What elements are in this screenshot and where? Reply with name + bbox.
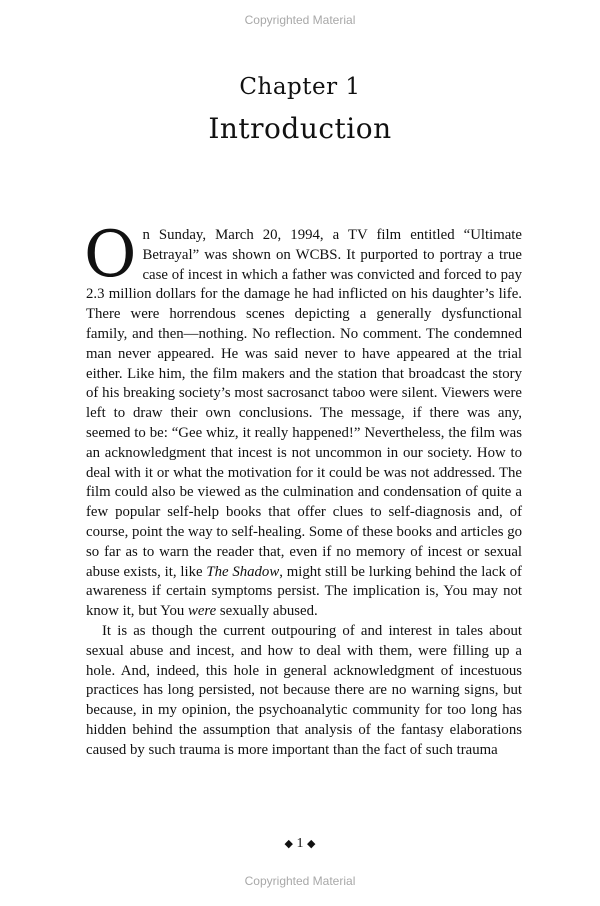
page-number-footer — [0, 836, 600, 852]
diamond-ornament-icon: ◆ — [284, 838, 293, 850]
copyright-watermark-top: Copyrighted Material — [244, 13, 356, 27]
paragraph-2: It is as though the current outpouring of and interest in tales about sexual abuse and incest, and how to deal with them, were filling up a hole. And, indeed, this hole in general acknowledgment of incestuous practices has long persisted, not because there are no warning signs, but because, in my opinion, the psychoanalytic community for too long has hidden behind the assumption that analysis of the fantasy elaborations caused by such trauma is more important than the fact of such trauma — [86, 622, 522, 758]
paragraph-1-text-a: n Sunday, March 20, 1994, a TV film entitled “Ultimate Betrayal” was shown on WCBS. It purported to portray a true case of incest in which a father was convicted and forced to pay 2.3 million dollars for the damage he had inflicted on his daughter’s life. There were horrendous scenes depicting a generally dysfunctional family, and then—nothing. No reflection. No comment. The condemned man never appeared. He was said never to have appeared at the trial either. Like him, the film makers and the station that broadcast the story of his breaking society’s most sacrosanct taboo were silent. Viewers were left to draw their own conclusions. The message, if there was any, seemed to be: “Gee whiz, it really happened!” Nevertheless, the film was an acknowledgment that incest is not uncommon in our society. How to deal with it or what the motivation for it could be was not addressed. The film could also be viewed as the culmination and condensation of quite a few popular self-help books that offer clues to self-diagnosis and, of course, point the way to self-healing. Some of these books and articles go so far as to warn the reader that, even if no memory of incest or sexual abuse exists, it, like — [86, 227, 522, 580]
body-text — [84, 218, 522, 761]
paragraph-1-text-c: sexually abused. — [216, 603, 318, 620]
paragraph-1-italic-title: The Shadow — [206, 563, 280, 580]
chapter-number: Chapter 1 — [239, 74, 361, 100]
copyright-watermark-bottom: Copyrighted Material — [244, 874, 356, 888]
paragraph-1-text-b: , might still be lurking behind the lack of awareness if certain symptoms persist. The implication is, You may not know it, but You — [86, 563, 522, 620]
drop-cap: O — [84, 218, 137, 292]
paragraph-1 — [84, 218, 522, 622]
page-number: 1 — [296, 836, 304, 851]
chapter-title: Introduction — [208, 112, 392, 145]
paragraph-1-italic-emphasis: were — [187, 603, 217, 620]
diamond-ornament-icon: ◆ — [307, 838, 316, 850]
